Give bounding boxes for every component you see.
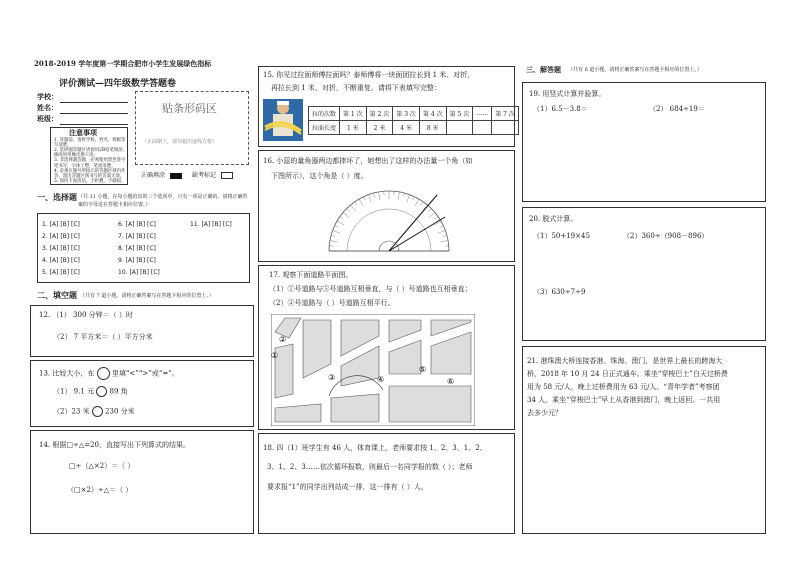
protractor-tick	[368, 195, 371, 203]
section2-title: 二、填空题	[37, 290, 77, 300]
noodle-table	[308, 106, 519, 135]
q14-a: □÷（△×2）＝（ ）	[69, 462, 135, 470]
table-cell[interactable]	[473, 121, 492, 135]
q19-a: （1）6.5－3.8＝	[533, 105, 588, 113]
notice-line: 笔书写，字体工整，笔迹清楚。	[54, 163, 116, 169]
road-label-3: ③	[328, 373, 336, 382]
absent-mark-box[interactable]	[221, 172, 233, 179]
q13-stem-pre: 13. 比较大小，在	[39, 369, 95, 378]
notice-line: 3. 非选择题答题，必须使用黑色签字	[54, 158, 126, 164]
absent-mark-label: 缺考标记	[192, 172, 217, 179]
table-cell: 拉面长度	[309, 121, 340, 135]
table-header-cell: 第 1 次	[340, 107, 367, 121]
table-cell: 8 米	[419, 121, 446, 135]
q20-c: （3）630÷7÷9	[533, 288, 586, 296]
choice-option-row[interactable]: 6. [A] [B] [C]	[118, 221, 156, 228]
notice-line: 2. 选择题答题区请使用2B铅笔填涂，	[54, 148, 128, 154]
protractor-tick	[331, 235, 335, 236]
q18-line3: 要求报“1”的同学出列站成一排，这一排有（ ）人。	[267, 483, 428, 491]
table-cell: 2 米	[366, 121, 393, 135]
q19-stem: 19. 用竖式计算并验算。	[529, 90, 606, 98]
choice-option-row[interactable]: 7. [A] [B] [C]	[118, 233, 156, 240]
protractor-tick	[421, 202, 423, 205]
road-label-4: ④	[377, 375, 385, 384]
q15-line2: 再拉长到 1 米、对折，不断重复。请将下表填写完整：	[271, 84, 441, 92]
class-label: 班级：	[37, 114, 58, 123]
protractor-tick	[438, 230, 446, 233]
protractor-tick	[343, 212, 349, 217]
section3-desc: （共有 6 道小题，请将正确答案写在答题卡相应的位置上。）	[568, 67, 702, 73]
name-field[interactable]	[60, 113, 128, 114]
q21-box	[522, 346, 766, 534]
class-field[interactable]	[60, 124, 128, 125]
correct-mark-sample	[170, 173, 182, 179]
q17-line3: （2）④号道路与（ ）号道路互相平行。	[269, 299, 395, 307]
q13-a-post: 89 角	[109, 387, 128, 396]
table-header-cell: 第 7 次	[492, 107, 519, 121]
protractor-tick	[403, 193, 404, 197]
table-cell[interactable]	[492, 121, 519, 135]
q12-box	[30, 305, 254, 357]
exam-title: 2018-2019 学年度第一学期合肥市小学生发展绿色指标	[34, 59, 212, 68]
notice-line: 4. 必须在题号所指示的答题区域内作	[54, 168, 126, 174]
school-label: 学校：	[37, 92, 58, 101]
road-label-1: ①	[271, 351, 279, 360]
notice-line: 1. 答题前，请将学校、姓名、班级等	[54, 138, 126, 143]
q13-a-circle[interactable]	[96, 386, 107, 397]
q18-line2: 3、1、2、3……依次循环报数，则最后一名同学报的数（ ）；老师	[267, 463, 473, 471]
q15-line1: 15. 你见过拉面师傅拉面吗？泰师傅将一块面团拉长到 1 米、对折，	[263, 71, 475, 79]
q20-stem: 20. 脱式计算。	[529, 215, 578, 223]
noodle-chef-illustration	[263, 99, 303, 141]
q20-box	[522, 207, 766, 341]
table-header-cell: 拉的次数	[309, 107, 340, 121]
protractor-tick	[443, 235, 447, 236]
protractor-tick	[407, 195, 410, 203]
notice-line: 5. 保持卡面清洁，不折叠，不破损。	[54, 178, 126, 184]
choice-option-row[interactable]: 11. [A] [B] [C]	[190, 221, 232, 228]
q13-box	[30, 360, 254, 427]
section1-title: 一、选择题	[37, 192, 77, 202]
choice-option-row[interactable]: 2. [A] [B] [C]	[42, 233, 80, 240]
notice-line: 答，超出答题区域书写的答案无效。	[54, 173, 125, 179]
q21-line: 桥，2018 年 10 月 24 日正式通车。乘坐“穿梭巴士”白天过桥费	[527, 370, 728, 378]
protractor-tick	[364, 197, 366, 201]
q12-a: 12. （1） 300 分钟＝（ ）时	[39, 311, 133, 319]
protractor-tick	[340, 217, 343, 219]
barcode-note: （正面朝上，请勿超出虚线方框）	[142, 139, 218, 145]
compare-circle-icon	[97, 367, 110, 380]
protractor-tick	[337, 221, 344, 225]
q19-box	[522, 82, 766, 202]
protractor-tick	[359, 199, 363, 206]
q13-stem-post: 里填“<”“>”或“=”。	[111, 369, 179, 378]
q17-box	[258, 265, 515, 430]
q13-b-post: 230 分米	[105, 407, 135, 416]
section1-desc: （共 11 小题，在每小题给出的三个选项中，只有一项是正确的，请将正确答案的字母选在答题卡相应位置。）	[78, 194, 248, 208]
school-field[interactable]	[60, 102, 128, 103]
table-cell: 1 米	[340, 121, 367, 135]
protractor-tick	[440, 241, 448, 242]
choice-option-row[interactable]: 10. [A] [B] [C]	[118, 269, 160, 276]
q21-line: 去多少元？	[527, 409, 562, 417]
protractor-tick	[429, 212, 435, 217]
q19-b: （2） 684÷19＝	[649, 105, 705, 113]
protractor-tick	[415, 199, 419, 206]
q13-a-pre: （1） 9.1 元	[53, 387, 95, 396]
notice-box	[50, 127, 128, 185]
table-header-cell: 第 5 次	[446, 107, 473, 121]
choice-option-row[interactable]: 9. [A] [B] [C]	[118, 257, 156, 264]
protractor-tick	[347, 209, 350, 212]
q20-a: （1）50+19×45	[533, 232, 590, 240]
protractor-tick	[355, 202, 357, 205]
q21-line: 21. 港珠澳大桥连接香港、珠海、澳门，是世界上最长的跨海大	[527, 357, 723, 365]
protractor-tick	[429, 209, 432, 212]
protractor-tick	[373, 193, 374, 197]
q13-b-circle[interactable]	[92, 406, 103, 417]
table-header-cell: 第 2 次	[366, 107, 393, 121]
barcode-title: 贴条形码区	[162, 102, 217, 115]
protractor-tick	[398, 192, 399, 200]
q16-line2: 下图所示），这个角是（ ）度。	[271, 172, 368, 180]
q14-box	[30, 430, 254, 534]
protractor-tick	[350, 205, 355, 211]
table-cell: 4 米	[393, 121, 420, 135]
q21-line: 34 人，乘坐“穿梭巴士”早上从香港到澳门，晚上返回。一共用	[527, 396, 721, 404]
q17-line1: 17. 观察下面道路平面图。	[269, 271, 353, 279]
protractor-tick	[440, 226, 444, 228]
q13-stem	[39, 367, 179, 380]
protractor-tick	[330, 241, 338, 242]
choice-option-row[interactable]: 5. [A] [B] [C]	[42, 269, 80, 276]
q12-b: （2） 7 平方米＝（ ）平方分米	[53, 333, 153, 341]
protractor-tick	[335, 226, 339, 228]
protractor-tick	[333, 230, 341, 233]
table-header-cell: 第 4 次	[419, 107, 446, 121]
q16-box	[258, 150, 515, 262]
notice-title: 注意事项	[69, 128, 97, 137]
barcode-area	[135, 91, 249, 165]
road-label-6: ⑥	[447, 377, 455, 386]
q18-line1: 18. 四（1）班学生有 46 人，体育课上，老师要求按 1、2、3、1、2、	[263, 444, 487, 452]
name-label: 姓名：	[37, 103, 58, 112]
table-header-cell: ……	[473, 107, 492, 121]
q14-stem: 14. 根据□÷△=20，直接写出下列算式的结果。	[39, 441, 190, 449]
protractor-tick	[379, 192, 380, 200]
road-label-5: ⑤	[419, 365, 427, 374]
notice-line: 写清楚。	[54, 143, 72, 149]
choice-option-row[interactable]: 4. [A] [B] [C]	[42, 257, 80, 264]
choice-option-row[interactable]: 1. [A] [B] [C]	[42, 221, 80, 228]
q18-box	[258, 433, 515, 534]
q13-b-pre: （2）23 米	[53, 407, 90, 416]
q13-a	[53, 386, 128, 397]
choice-option-row[interactable]: 3. [A] [B] [C]	[42, 245, 80, 252]
q20-b: （2）360÷（908－896）	[623, 232, 709, 240]
correct-mark-label: 正确填涂	[141, 172, 166, 179]
choice-answer-box	[37, 213, 250, 283]
choice-option-row[interactable]: 8. [A] [B] [C]	[118, 245, 156, 252]
table-header-cell: 第 3 次	[393, 107, 420, 121]
broken-protractor-figure	[319, 187, 459, 259]
q15-box	[258, 66, 515, 147]
protractor-tick	[422, 205, 427, 211]
protractor-tick	[413, 197, 415, 201]
exam-subtitle: 评价测试—四年级数学答题卷	[59, 79, 177, 89]
protractor-tick	[435, 217, 438, 219]
section2-desc: （共有 7 道小题，请将正确答案写在答题卡相应的位置上。）	[80, 293, 214, 299]
section3-title: 三、解答题	[526, 65, 561, 74]
q17-line2: （1）①号道路与⑤号道路互相垂直，与（ ）号道路也互相垂直；	[269, 285, 472, 293]
q16-line1: 16. 小蕊的量角器两边都摔坏了，她想出了这样的办法量一个角（如	[263, 157, 473, 165]
q14-b: （□×2）÷△＝（ ）	[67, 486, 133, 494]
table-cell[interactable]	[446, 121, 473, 135]
notice-line: 修改时用橡皮擦干净。	[54, 153, 98, 159]
road-label-2: ②	[279, 335, 287, 344]
road-map-figure	[271, 314, 475, 426]
q21-line: 用为 58 元/人，晚上过桥费用为 63 元/人。“青年学者”考察团	[527, 383, 720, 391]
q13-b	[53, 406, 135, 417]
